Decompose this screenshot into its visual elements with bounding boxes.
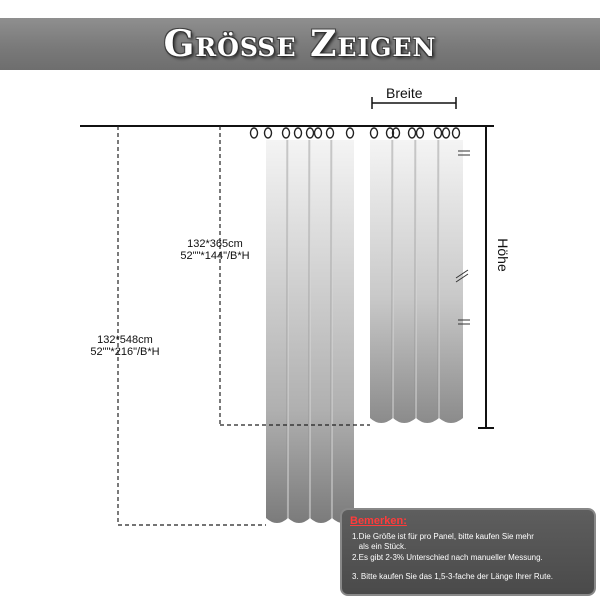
width-label: Breite [386,85,423,101]
long-curtain-panel [266,140,354,525]
long-size-label: 132*548cm 52""*216"/B*H [90,334,160,358]
page-title: Größe Zeigen [163,23,437,65]
note-item: 3. Bitte kaufen Sie das 1,5-3-fache der Länge Ihrer Rute. [352,572,554,581]
notes-title: Bemerken: [350,515,407,527]
short-size-label: 132*365cm 52""*144"/B*H [180,238,250,262]
grommet-rings [251,128,460,138]
height-label: Höhe [495,238,511,272]
short-curtain-panel [370,140,463,425]
note-item: 1.Die Größe ist für pro Panel, bitte kaufen Sie mehr als ein Stück. [352,532,534,551]
note-item: 2.Es gibt 2-3% Unterschied nach manueller Messung. [352,553,543,562]
notes-box [340,508,596,596]
height-bracket [478,126,494,428]
